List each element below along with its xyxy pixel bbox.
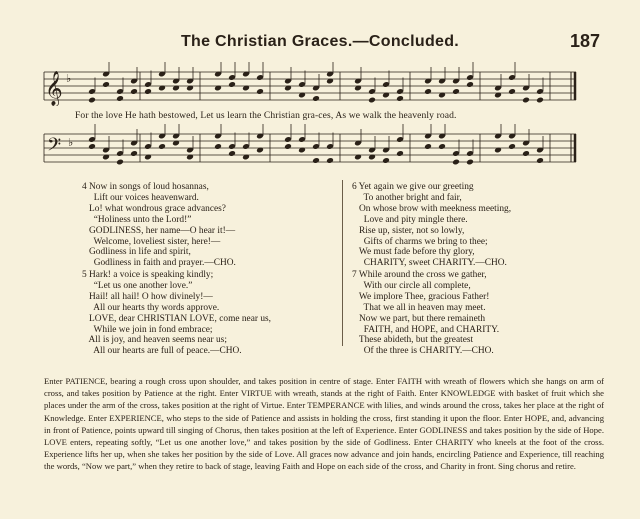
note-head [88,143,96,150]
bass-notes [88,124,550,165]
note-head [326,157,334,164]
svg-text:♭: ♭ [66,72,72,85]
note-head [228,150,236,157]
note-head [466,81,474,88]
note-head [214,143,222,150]
treble-staff [40,62,580,106]
note-head [424,88,432,95]
treble-notes [88,62,550,103]
svg-text:𝄢: 𝄢 [47,135,62,160]
svg-text:𝄞: 𝄞 [45,71,63,106]
note-head [116,159,124,166]
note-head [466,159,474,166]
page-title: The Christian Graces.—Concluded. [180,33,460,50]
note-head [424,143,432,150]
svg-text:♭: ♭ [68,136,74,149]
note-head [508,88,516,95]
note-head [382,157,390,164]
note-head [228,81,236,88]
note-head [522,97,530,104]
note-head [536,157,544,164]
stanza-7: 7 While around the cross we gather, With our circle all complete, We implore Thee, gracious Father! That we all in heaven may meet. Now we part, but there remaineth FAITH, and HOPE, and CHARITY. These abideth, but the greatest Of the three is CHARITY.—CHO. [352,270,500,357]
note-head [116,95,124,102]
stanza-5: 5 Hark! a voice is speaking kindly; “Let us one another love.” Hail! all hail! O how divinely!— All our hearts thy words approve. LOVE, dear CHRISTIAN LOVE, come near us, While we join in fond embrace; All is joy, and heaven seems near us; All our hearts are full of peace.—CHO. [82,270,272,357]
note-head [508,143,516,150]
note-head [452,159,460,166]
lyric-line: For the love He hath bestowed, Let us learn the Christian gra-ces, As we walk the heavenly road. [75,110,457,121]
column-divider [342,180,343,346]
note-head [536,97,544,104]
note-head [102,81,110,88]
note-head [312,157,320,164]
stanza-4: 4 Now in songs of loud hosannas, Lift our voices heavenward. Lo! what wondrous grace advances? “Holiness unto the Lord!” GODLINESS, her name—O hear it!— Welcome, loveliest sister, here!— Godliness in life and spirit, Godliness in faith and prayer.—CHO. [82,182,236,269]
note-head [438,143,446,150]
note-head [88,97,96,104]
note-head [368,97,376,104]
note-head [284,143,292,150]
note-head [312,95,320,102]
note-head [396,150,404,157]
note-head [130,88,138,95]
stage-directions: Enter PATIENCE, bearing a rough cross upon shoulder, and takes position in centre of stage. Enter FAITH with wreath of flowers which she hangs on arm of cross, and takes position by Patience at the right. Enter VIRTUE with wreath, stands at the right of Faith. Enter KNOWLEDGE with basket of fruit which she places under the arm of the cross, takes position at the right of Virtue. Enter TEMPERANCE with lilies, and winds around the cross, takes her place at the right of Knowledge. Enter EXPERIENCE, who steps to the side of Patience and assists in holding the cross, first standing it upon the floor. Enter HOPE, and, advancing in front of Patience, points upward till singing of Chorus, then takes position at the left of Experience. Enter GODLINESS and takes position by the side of Hope. LOVE enters, repeating softly, “Let us one another love,” and takes position by the side of Godliness. Enter CHARITY who kneels at the foot of the cross. Experience lifts her up, when she takes her position by the side of Love. All graces now advance and join hands, encircling Patience and Experience, till reaching the words, “Now we part,” when they retire to back of stage, leaving Faith and Hope on each side of the cross, and Charity in front. Sing chorus and retire. [44,376,604,472]
note-head [452,88,460,95]
note-head [522,150,530,157]
note-head [256,88,264,95]
note-head [396,95,404,102]
page-number: 187 [569,31,600,51]
stanza-6: 6 Yet again we give our greeting To another bright and fair, On whose brow with meekness meeting, Love and pity mingle there. Rise up, sister, not so lowly, Gifts of charms we bring to thee; We must fade before thy glory, CHARITY, sweet CHARITY.—CHO. [352,182,512,269]
note-head [144,88,152,95]
note-head [130,150,138,157]
note-head [158,143,166,150]
bass-staff [40,124,580,168]
